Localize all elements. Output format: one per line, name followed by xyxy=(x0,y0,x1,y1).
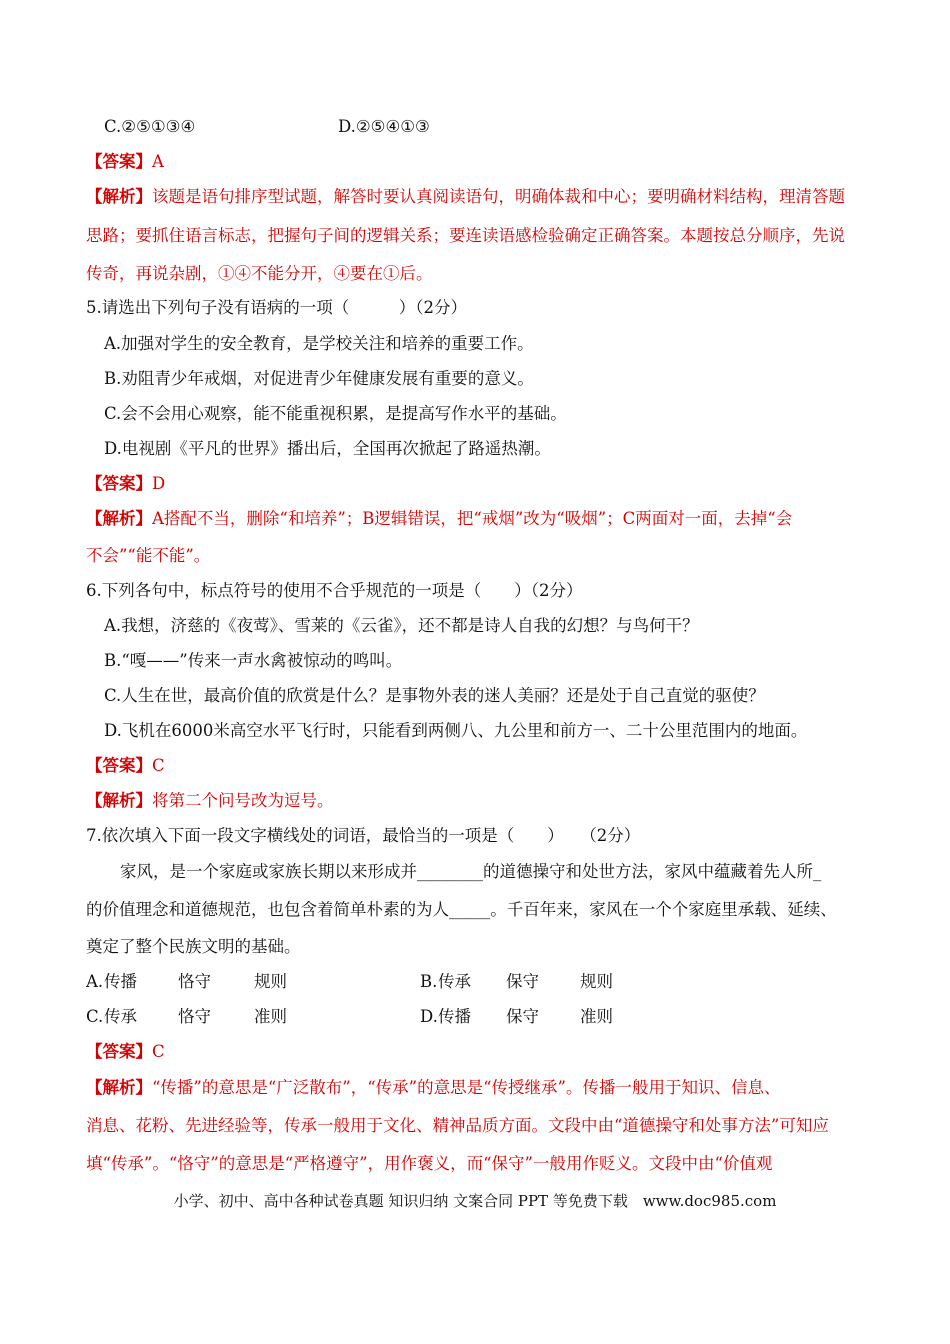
q5-option-d: D.电视剧《平凡的世界》播出后，全国再次掀起了路遥热潮。 xyxy=(104,439,551,458)
q4-analysis-line-1: 【解析】该题是语句排序型试题，解答时要认真阅读语句，明确体裁和中心；要明确材料结构，理清答题 xyxy=(86,187,845,206)
q5-answer: 【答案】D xyxy=(86,474,166,493)
q6-stem: 6.下列各句中，标点符号的使用不合乎规范的一项是（ ）（2分） xyxy=(86,581,583,600)
q7-analysis-line-2: 消息、花粉、先进经验等，传承一般用于文化、精神品质方面。文段中由“道德操守和处事方法”可知应 xyxy=(86,1116,829,1135)
q7-passage-line-1: 家风，是一个家庭或家族长期以来形成并________的道德操守和处世方法，家风中蕴藏着先人所_ xyxy=(120,862,822,881)
q5-option-b: B.劝阻青少年戒烟，对促进青少年健康发展有重要的意义。 xyxy=(104,369,534,388)
q6-answer: 【答案】C xyxy=(86,756,165,775)
q5-option-a: A.加强对学生的安全教育，是学校关注和培养的重要工作。 xyxy=(104,334,534,353)
q7-answer: 【答案】C xyxy=(86,1042,165,1061)
q7-passage-line-3: 奠定了整个民族文明的基础。 xyxy=(86,937,301,956)
q5-option-c: C.会不会用心观察，能不能重视积累，是提高写作水平的基础。 xyxy=(104,404,567,423)
q7-passage-line-2: 的价值理念和道德规范，也包含着简单朴素的为人_____。千百年来，家风在一个个家庭里承载、延续、 xyxy=(86,900,837,919)
q7-analysis-line-3: 填“传承”。“恪守”的意思是“严格遵守”，用作褒义，而“保守”一般用作贬义。文段中由“价值观 xyxy=(86,1154,773,1173)
q5-stem: 5.请选出下列句子没有语病的一项（ ）（2分） xyxy=(86,298,467,317)
page-footer: 小学、初中、高中各种试卷真题 知识归纳 文案合同 PPT 等免费下载 www.doc985.com xyxy=(173,1192,777,1210)
q6-option-b: B.“嘎——”传来一声水禽被惊动的鸣叫。 xyxy=(104,651,403,670)
q4-option-d: D.②⑤④①③ xyxy=(338,117,430,136)
q6-option-d: D.飞机在6000米高空水平飞行时，只能看到两侧八、九公里和前方一、二十公里范围内的地面。 xyxy=(104,721,808,740)
q6-option-c: C.人生在世，最高价值的欣赏是什么？是事物外表的迷人美丽？还是处于自己直觉的驱使？ xyxy=(104,686,765,705)
q4-answer: 【答案】A xyxy=(86,152,164,171)
q4-analysis-line-3: 传奇，再说杂剧，①④不能分开，④要在①后。 xyxy=(86,264,433,283)
q4-analysis-line-2: 思路；要抓住语言标志，把握句子间的逻辑关系；要连读语感检验确定正确答案。本题按总分顺序，先说 xyxy=(86,226,845,245)
q5-analysis-line-2: 不会”“能不能”。 xyxy=(86,546,211,565)
q6-analysis: 【解析】将第二个问号改为逗号。 xyxy=(86,791,334,810)
q4-option-c: C.②⑤①③④ xyxy=(104,117,196,136)
q7-stem: 7.依次填入下面一段文字横线处的词语，最恰当的一项是（ ） （2分） xyxy=(86,826,641,845)
q5-analysis-line-1: 【解析】A搭配不当，删除“和培养”；B逻辑错误，把“戒烟”改为“吸烟”；C两面对一面，去掉“会 xyxy=(86,509,793,528)
q7-analysis-line-1: 【解析】“传播”的意思是“广泛散布”，“传承”的意思是“传授继承”。传播一般用于知识、信息、 xyxy=(86,1078,781,1097)
q6-option-a: A.我想，济慈的《夜莺》、雪莱的《云雀》，还不都是诗人自我的幻想？与鸟何干？ xyxy=(104,616,699,635)
